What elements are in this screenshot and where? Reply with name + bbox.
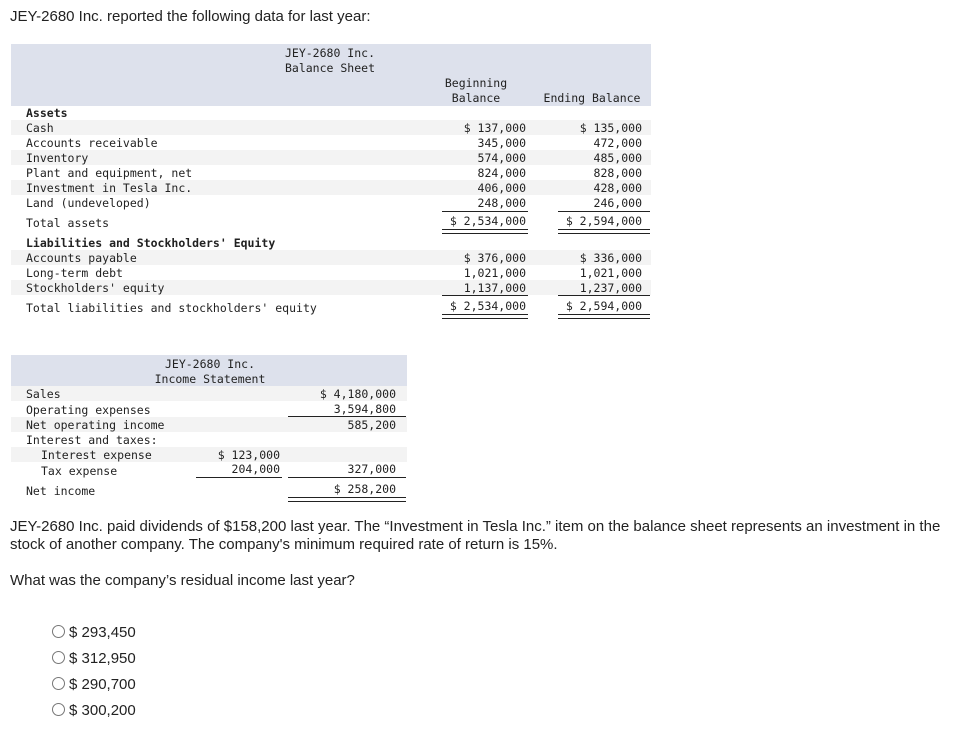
subtotal-rule xyxy=(442,211,528,212)
intro-text: JEY-2680 Inc. reported the following data for last year: xyxy=(10,8,371,25)
tax-expense-value: 204,000 xyxy=(231,462,280,476)
interest-expense-label: Interest expense xyxy=(41,448,152,462)
liability-end: 1,021,000 xyxy=(579,266,642,280)
liability-end: 1,237,000 xyxy=(579,281,642,295)
radio-button[interactable] xyxy=(52,625,65,638)
asset-begin: 345,000 xyxy=(477,136,526,150)
asset-begin: 574,000 xyxy=(477,151,526,165)
asset-end: 485,000 xyxy=(593,151,642,165)
liability-label: Stockholders' equity xyxy=(26,281,165,295)
subtotal-rule xyxy=(558,211,650,212)
liability-begin: $ 376,000 xyxy=(463,251,526,265)
opex-value: 3,594,800 xyxy=(333,402,396,416)
answer-option[interactable] xyxy=(52,702,136,720)
col-beginning-label-1: Beginning xyxy=(444,76,508,90)
option-label: $ 300,200 xyxy=(69,702,136,719)
noi-label: Net operating income xyxy=(26,418,165,432)
option-label: $ 290,700 xyxy=(69,676,136,693)
net-income-value: $ 258,200 xyxy=(333,482,396,496)
subtotal-rule xyxy=(196,477,282,478)
tax-expense-label: Tax expense xyxy=(41,464,118,478)
asset-label: Accounts receivable xyxy=(26,136,158,150)
total-double-rule xyxy=(442,314,528,319)
liability-label: Long-term debt xyxy=(26,266,123,280)
opex-label: Operating expenses xyxy=(26,403,151,417)
asset-begin: $ 137,000 xyxy=(463,121,526,135)
assets-heading: Assets xyxy=(26,106,68,120)
subtotal-rule xyxy=(288,477,406,478)
interest-taxes-heading: Interest and taxes: xyxy=(26,433,158,447)
radio-button[interactable] xyxy=(52,703,65,716)
problem-paragraph: JEY-2680 Inc. paid dividends of $158,200 last year. The “Investment in Tesla Inc.” item on the balance sheet represents an investment in the stock of another company. The company's minimum required rate of return is 15%. xyxy=(10,518,941,553)
answer-option[interactable] xyxy=(52,676,136,694)
total-double-rule xyxy=(442,229,528,234)
subtotal-rule xyxy=(442,295,528,296)
asset-label: Plant and equipment, net xyxy=(26,166,193,180)
answer-option[interactable] xyxy=(52,650,136,668)
interest-taxes-total: 327,000 xyxy=(347,462,396,476)
col-beginning-label-2: Balance xyxy=(451,91,501,105)
asset-label: Cash xyxy=(26,121,54,135)
radio-button[interactable] xyxy=(52,651,65,664)
total-assets-begin: $ 2,534,000 xyxy=(449,214,526,228)
noi-value: 585,200 xyxy=(347,418,396,432)
is-title: Income Statement xyxy=(154,372,266,386)
question-text: What was the company’s residual income last year? xyxy=(10,572,355,589)
asset-label: Inventory xyxy=(26,151,89,165)
answer-option[interactable] xyxy=(52,624,136,642)
total-liabilities-begin: $ 2,534,000 xyxy=(449,299,526,313)
asset-label: Investment in Tesla Inc. xyxy=(26,181,193,195)
total-double-rule xyxy=(558,314,650,319)
option-label: $ 312,950 xyxy=(69,650,136,667)
liability-end: $ 336,000 xyxy=(579,251,642,265)
asset-end: $ 135,000 xyxy=(579,121,642,135)
sales-value: $ 4,180,000 xyxy=(319,387,396,401)
liabilities-heading: Liabilities and Stockholders' Equity xyxy=(26,236,276,250)
col-ending-label: Ending Balance xyxy=(543,91,641,105)
asset-end: 828,000 xyxy=(593,166,642,180)
asset-end: 472,000 xyxy=(593,136,642,150)
asset-label: Land (undeveloped) xyxy=(26,196,151,210)
radio-button[interactable] xyxy=(52,677,65,690)
total-double-rule xyxy=(288,497,406,502)
total-assets-end: $ 2,594,000 xyxy=(565,214,642,228)
asset-end: 246,000 xyxy=(593,196,642,210)
asset-end: 428,000 xyxy=(593,181,642,195)
liability-label: Accounts payable xyxy=(26,251,137,265)
total-liabilities-label: Total liabilities and stockholders' equity xyxy=(26,301,317,315)
asset-begin: 824,000 xyxy=(477,166,526,180)
total-liabilities-end: $ 2,594,000 xyxy=(565,299,642,313)
net-income-label: Net income xyxy=(26,484,96,498)
subtotal-rule xyxy=(558,295,650,296)
sales-label: Sales xyxy=(26,387,61,401)
interest-expense-value: $ 123,000 xyxy=(217,448,280,462)
asset-begin: 248,000 xyxy=(477,196,526,210)
option-label: $ 293,450 xyxy=(69,624,136,641)
bs-title: Balance Sheet xyxy=(284,61,375,75)
total-assets-label: Total assets xyxy=(26,216,110,230)
asset-begin: 406,000 xyxy=(477,181,526,195)
total-double-rule xyxy=(558,229,650,234)
liability-begin: 1,137,000 xyxy=(463,281,526,295)
liability-begin: 1,021,000 xyxy=(463,266,526,280)
is-company-name: JEY-2680 Inc. xyxy=(164,357,255,371)
bs-company-name: JEY-2680 Inc. xyxy=(284,46,375,60)
